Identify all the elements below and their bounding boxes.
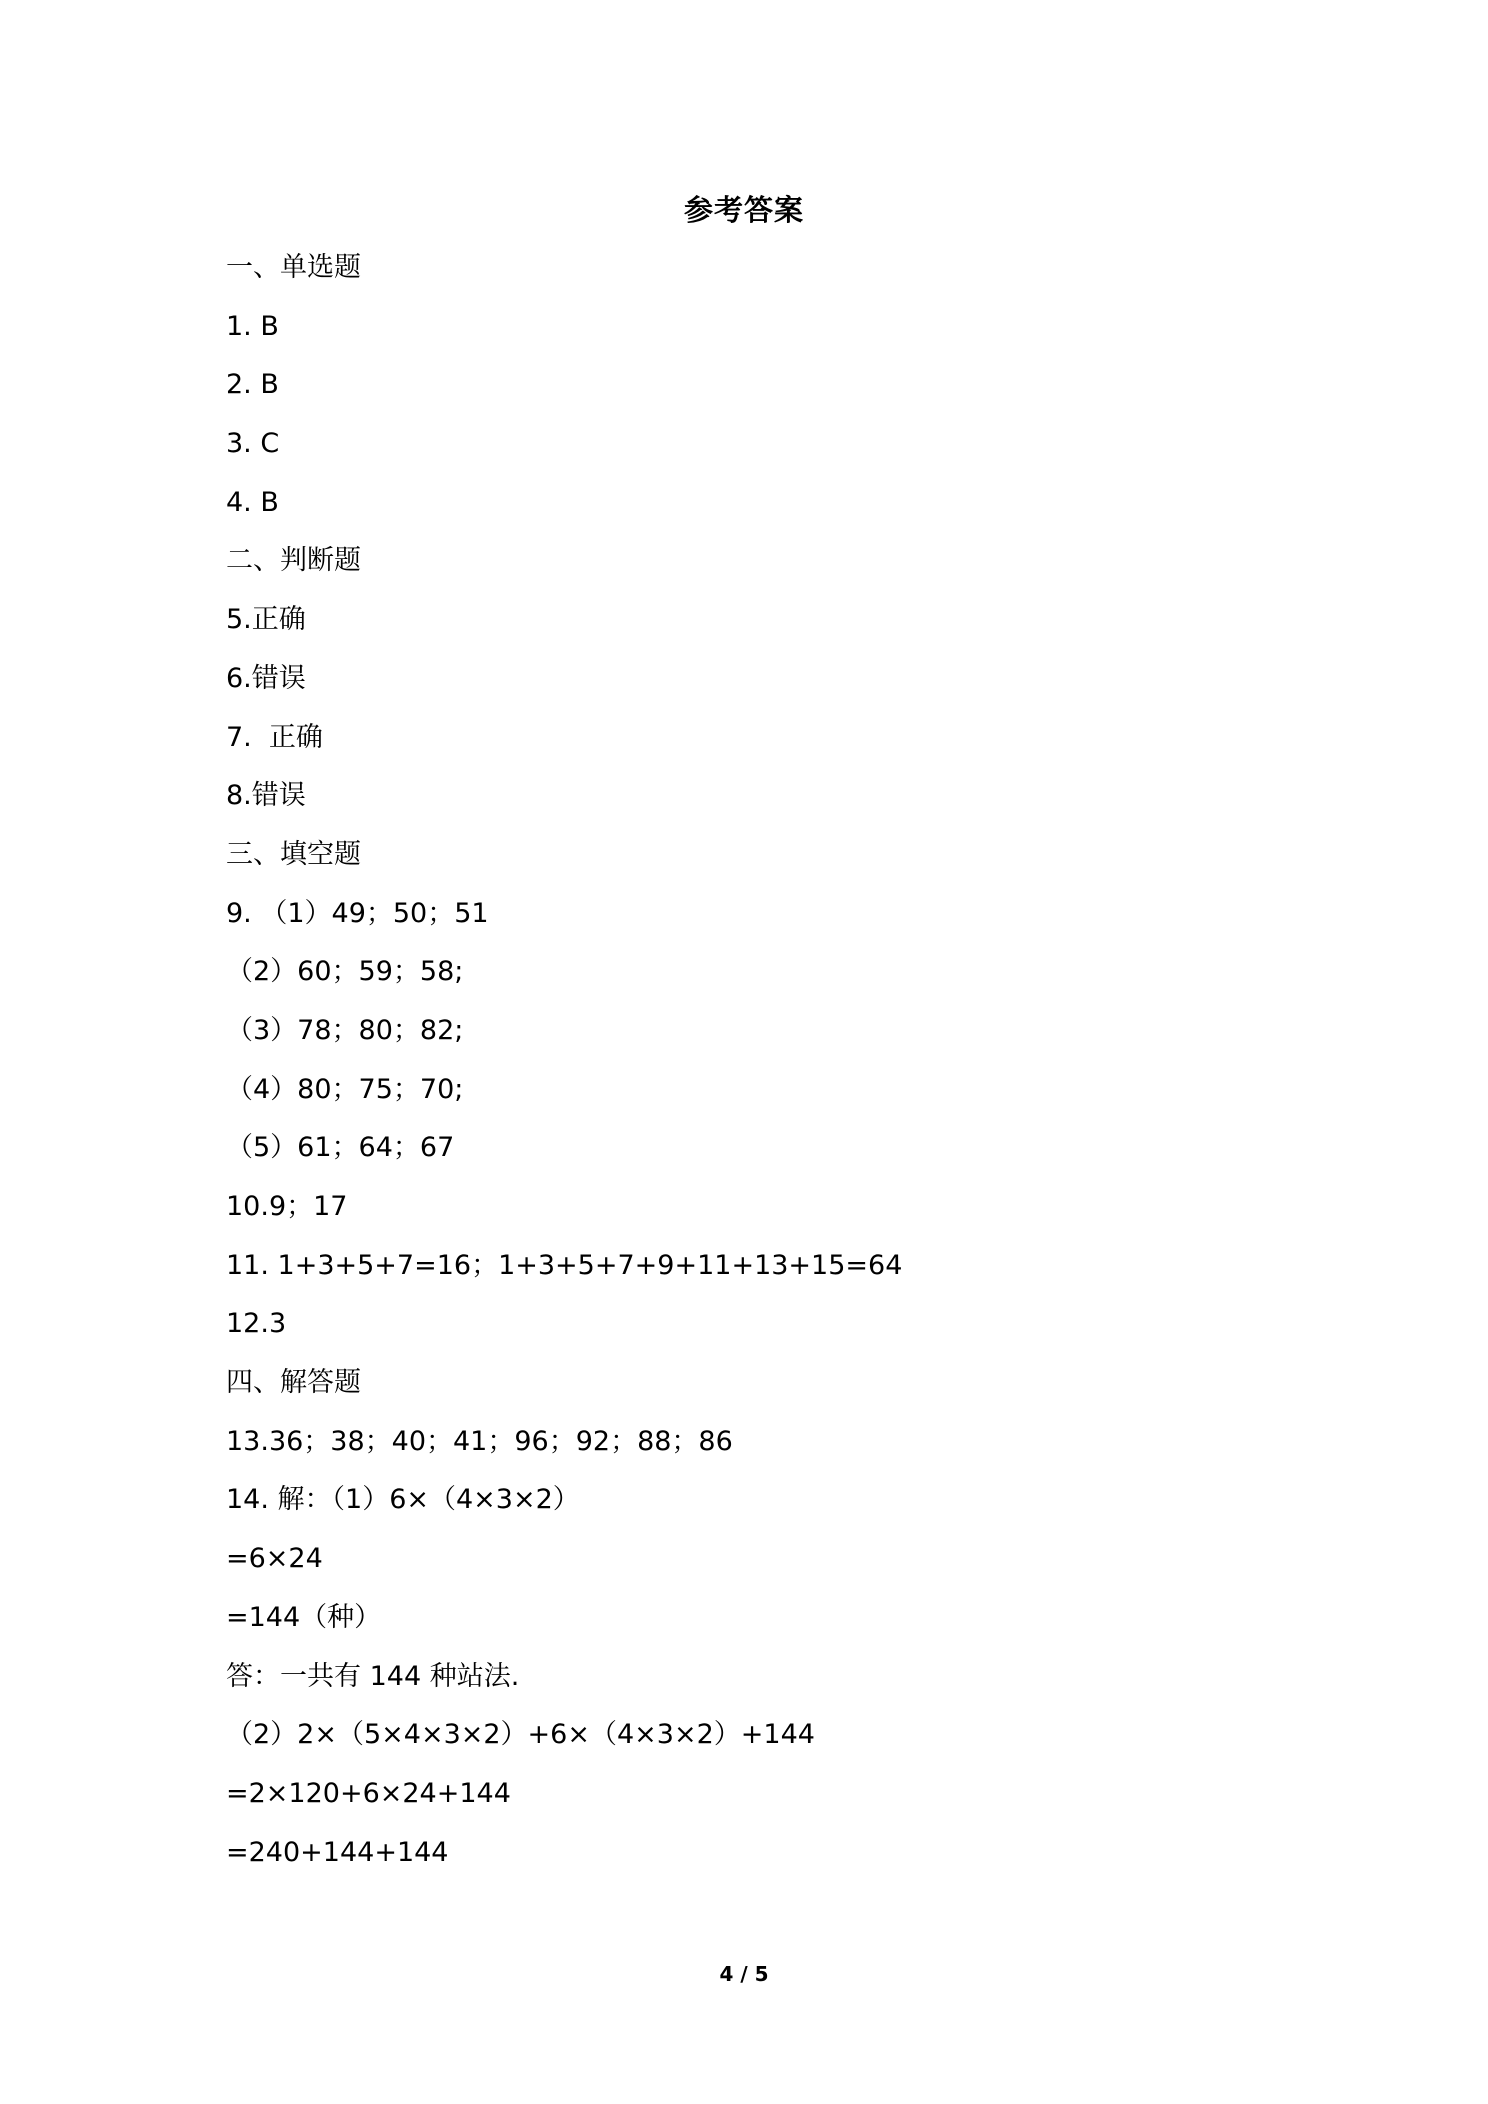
page-number: 4 / 5 xyxy=(719,1962,769,1986)
section-heading-true-false: 二、判断题 xyxy=(226,545,361,577)
answer-line-14-3: =144（种） xyxy=(226,1601,382,1633)
answer-line-9-4: （4）80；75；70; xyxy=(226,1073,464,1105)
answer-line-14-7: =240+144+144 xyxy=(226,1836,449,1868)
answer-line-14-2: =6×24 xyxy=(226,1543,323,1575)
section-heading-fill-blank: 三、填空题 xyxy=(226,838,361,870)
answer-line-4: 4. B xyxy=(226,486,279,518)
section-heading-single-choice: 一、单选题 xyxy=(226,252,361,283)
page-title: 参考答案 xyxy=(683,193,804,227)
answer-line-1: 1. B xyxy=(226,310,279,342)
answer-line-8: 8.错误 xyxy=(226,780,306,812)
answer-line-9-2: （2）60；59；58; xyxy=(226,956,464,988)
answer-line-14-6: =2×120+6×24+144 xyxy=(226,1777,511,1809)
answer-line-3: 3. C xyxy=(226,428,280,460)
answer-line-6: 6.错误 xyxy=(226,662,306,694)
answer-line-9-3: （3）78；80；82; xyxy=(226,1014,464,1046)
answer-line-10: 10.9；17 xyxy=(226,1191,348,1222)
answer-line-11: 11. 1+3+5+7=16；1+3+5+7+9+11+13+15=64 xyxy=(226,1249,903,1281)
answer-line-5: 5.正确 xyxy=(226,604,306,636)
answer-line-14-1: 14. 解：（1）6×（4×3×2） xyxy=(226,1484,580,1516)
answer-list xyxy=(226,246,1326,1889)
answer-line-14-4: 答：一共有 144 种站法. xyxy=(226,1660,520,1692)
answer-line-7: 7. 正确 xyxy=(226,721,323,753)
answer-line-12: 12.3 xyxy=(226,1308,287,1340)
answer-line-2: 2. B xyxy=(226,369,279,401)
answer-line-9-5: （5）61；64；67 xyxy=(226,1132,455,1164)
answer-line-14-5: （2）2×（5×4×3×2）+6×（4×3×2）+144 xyxy=(226,1719,815,1751)
answer-line-13: 13.36；38；40；41；96；92；88；86 xyxy=(226,1425,733,1457)
section-heading-solutions: 四、解答题 xyxy=(226,1367,361,1399)
answer-line-9-1: 9. （1）49；50；51 xyxy=(226,897,489,929)
